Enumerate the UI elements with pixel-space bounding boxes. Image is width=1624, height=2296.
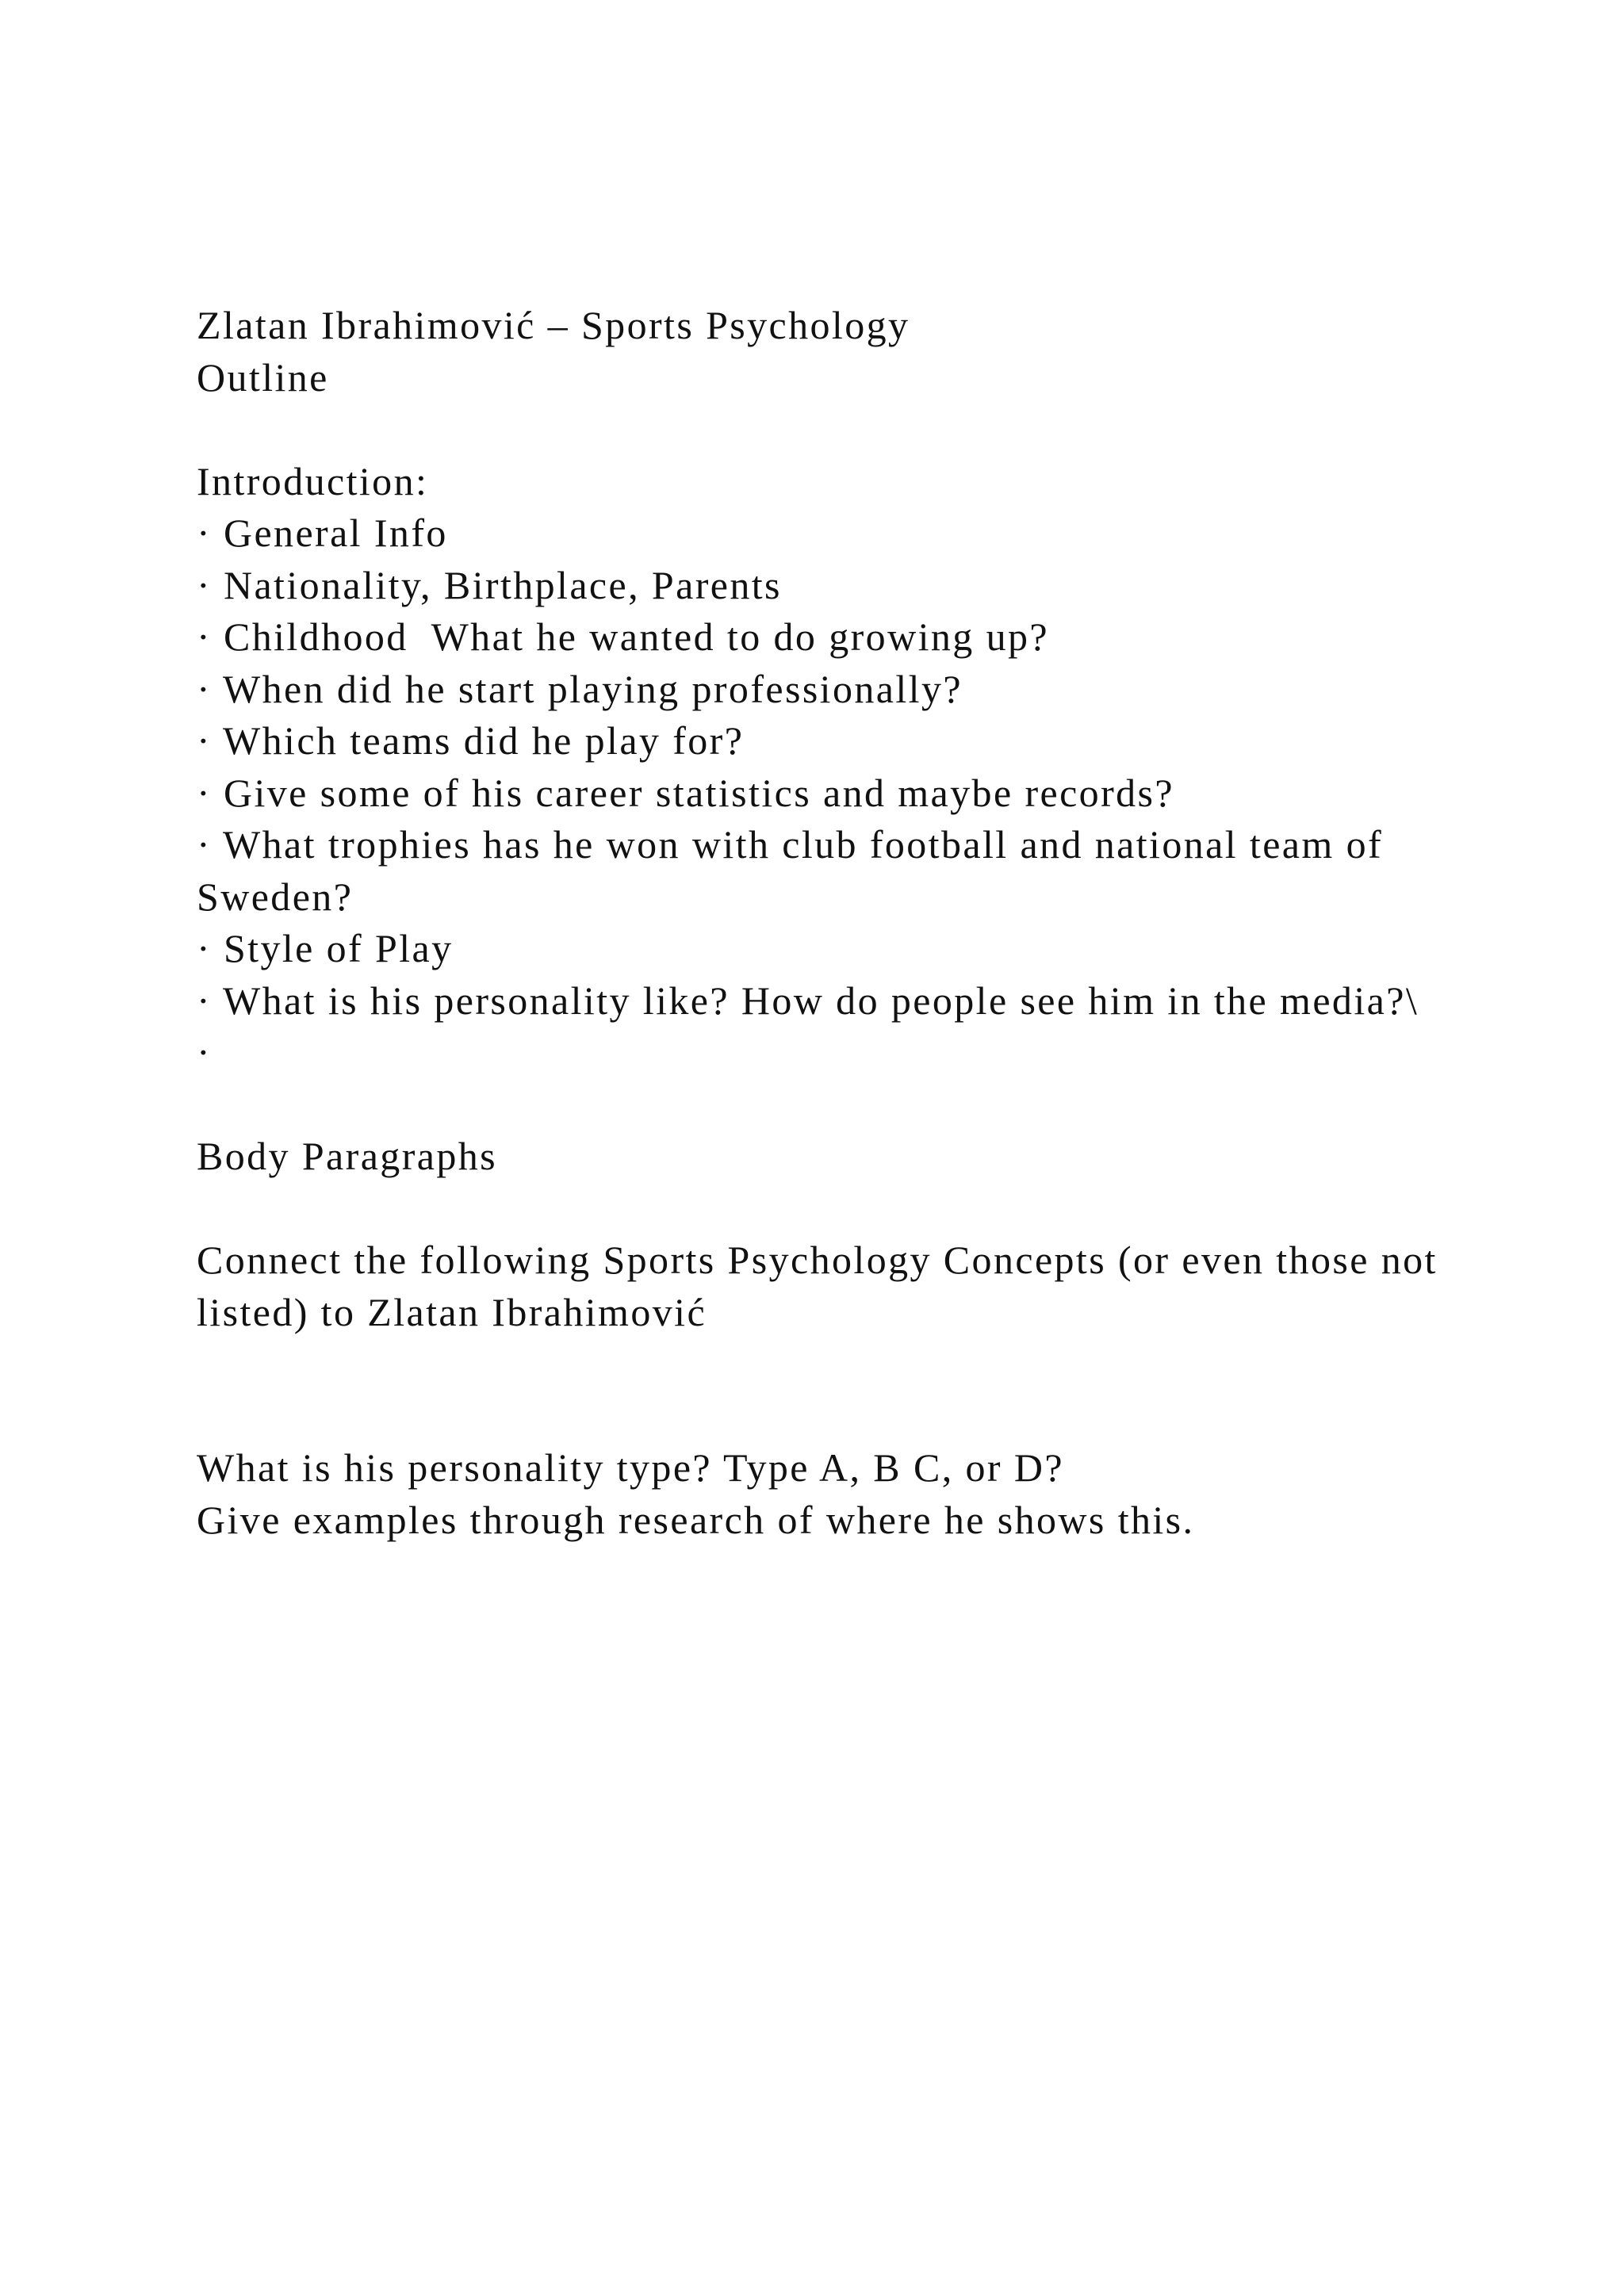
blank-line — [197, 1079, 1481, 1131]
document-body — [197, 300, 1481, 1546]
bullet-trophies: · What trophies has he won with club football and national team of Sweden? — [197, 822, 1395, 919]
bullet-nationality: · Nationality, Birthplace, Parents — [197, 562, 782, 607]
bullet-childhood: · Childhood What he wanted to do growing up? — [197, 614, 1049, 659]
bullet-teams: · Which teams did he play for? — [197, 718, 745, 763]
bullet-general-info: · General Info — [197, 511, 448, 555]
bullet-statistics: · Give some of his career statistics and maybe records? — [197, 770, 1174, 815]
bullet-personality: · What is his personality like? How do people see him in the media?\ — [197, 978, 1419, 1023]
bullet-empty: · — [197, 1030, 213, 1074]
body-heading: Body Paragraphs — [197, 1134, 497, 1178]
introduction-heading: Introduction: — [197, 458, 429, 503]
bullet-style-of-play: · Style of Play — [197, 926, 454, 970]
blank-line — [197, 1338, 1481, 1442]
document-title: Zlatan Ibrahimović – Sports Psychology — [197, 303, 910, 347]
bullet-professional-start: · When did he start playing professionally? — [197, 666, 963, 711]
blank-line — [197, 404, 1481, 456]
body-paragraph: Connect the following Sports Psychology Concepts (or even those not listed) to Zlatan Ibrahimović — [197, 1238, 1450, 1334]
examples-instruction: Give examples through research of where he shows this. — [197, 1497, 1195, 1542]
personality-type-question: What is his personality type? Type A, B C, or D? — [197, 1445, 1064, 1490]
document-subtitle: Outline — [197, 354, 329, 400]
blank-line — [197, 1183, 1481, 1235]
